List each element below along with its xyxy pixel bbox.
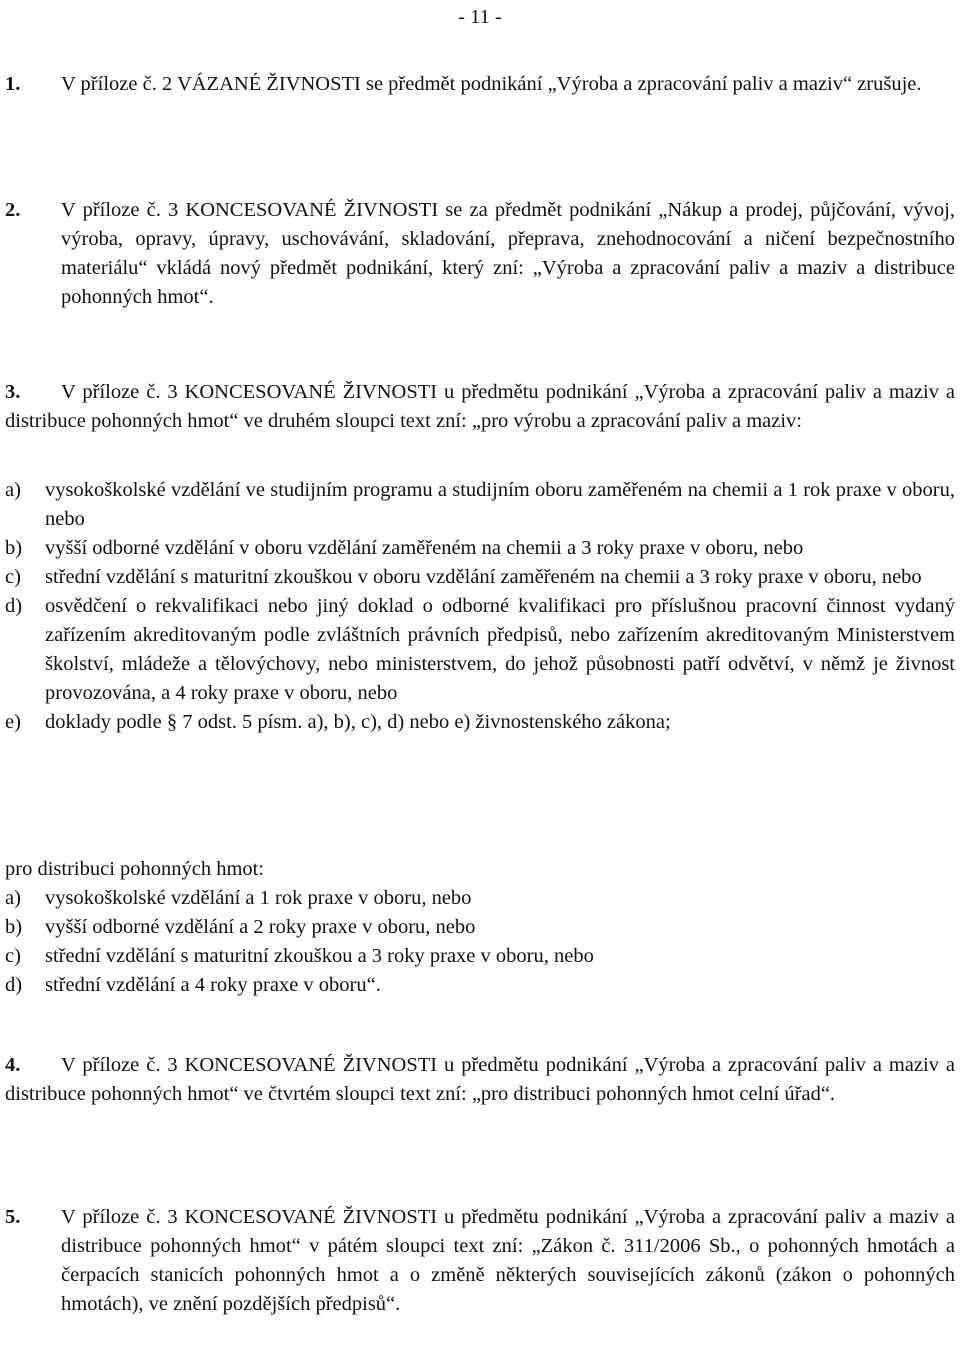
list-item xyxy=(5,563,955,592)
list-item xyxy=(5,913,955,942)
list-text: střední vzdělání a 4 roky praxe v oboru“. xyxy=(45,974,381,996)
item-number: 4. xyxy=(5,1054,21,1076)
list-item xyxy=(5,971,955,1000)
list-item xyxy=(5,942,955,971)
production-qualification-list xyxy=(5,476,955,737)
list-letter: b) xyxy=(5,916,23,938)
item-text: V příloze č. 2 VÁZANÉ ŽIVNOSTI se předmět podnikání „Výroba a zpracování paliv a maziv“ zrušuje. xyxy=(61,73,922,95)
list-letter: b) xyxy=(5,537,23,559)
amendment-item-2 xyxy=(5,196,955,312)
list-item xyxy=(5,884,955,913)
list-letter: c) xyxy=(5,566,21,588)
list-text: střední vzdělání s maturitní zkouškou a 3 roky praxe v oboru, nebo xyxy=(45,945,594,967)
list-text: vysokoškolské vzdělání a 1 rok praxe v oboru, nebo xyxy=(45,887,472,909)
list-letter: c) xyxy=(5,945,21,967)
list-text: doklady podle § 7 odst. 5 písm. a), b), c), d) nebo e) živnostenského zákona; xyxy=(45,711,671,733)
list-item xyxy=(5,534,955,563)
list-text: vysokoškolské vzdělání ve studijním programu a studijním oboru zaměřeném na chemii a 1 rok praxe v oboru, nebo xyxy=(45,479,955,530)
list-text: osvědčení o rekvalifikaci nebo jiný doklad o odborné kvalifikaci pro příslušnou pracovní činnost vydaný zařízením akreditovaným podle zvláštních právních předpisů, nebo zařízením akreditovaným Ministerstvem školství, mládeže a tělovýchovy, nebo ministerstvem, do jehož působnosti patří odvětví, v němž je živnost provozována, a 4 roky praxe v oboru, nebo xyxy=(45,595,955,704)
amendment-item-4 xyxy=(5,1051,955,1109)
item-number: 2. xyxy=(5,199,21,221)
item-text: V příloze č. 3 KONCESOVANÉ ŽIVNOSTI u předmětu podnikání „Výroba a zpracování paliv a maziv a distribuce pohonných hmot“ ve druhém sloupci text zní: „pro výrobu a zpracování paliv a maziv: xyxy=(5,381,955,432)
distribution-heading: pro distribuci pohonných hmot: xyxy=(5,858,265,880)
list-letter: a) xyxy=(5,887,21,909)
item-text: V příloze č. 3 KONCESOVANÉ ŽIVNOSTI u předmětu podnikání „Výroba a zpracování paliv a maziv a distribuce pohonných hmot“ v pátém sloupci text zní: „Zákon č. 311/2006 Sb., o pohonných hmotách a čerpacích stanicích pohonných hmot a o změně některých souvisejících zákonů (zákon o pohonných hmotách), ve znění pozdějších předpisů“. xyxy=(61,1206,955,1315)
item-number: 1. xyxy=(5,73,21,95)
list-text: vyšší odborné vzdělání a 2 roky praxe v oboru, nebo xyxy=(45,916,476,938)
item-number: 3. xyxy=(5,381,21,403)
distribution-qualification-list xyxy=(5,884,955,1000)
amendment-item-5 xyxy=(5,1203,955,1319)
item-number: 5. xyxy=(5,1206,21,1228)
list-item xyxy=(5,476,955,534)
list-letter: d) xyxy=(5,595,23,617)
list-text: vyšší odborné vzdělání v oboru vzdělání zaměřeném na chemii a 3 roky praxe v oboru, nebo xyxy=(45,537,804,559)
list-text: střední vzdělání s maturitní zkouškou v oboru vzdělání zaměřeném na chemii a 3 roky praxe v oboru, nebo xyxy=(45,566,922,588)
list-letter: a) xyxy=(5,479,21,501)
page-number: - 11 - xyxy=(458,6,502,28)
amendment-item-1 xyxy=(5,70,955,99)
list-letter: d) xyxy=(5,974,23,996)
list-item xyxy=(5,708,955,737)
item-text: V příloze č. 3 KONCESOVANÉ ŽIVNOSTI se za předmět podnikání „Nákup a prodej, půjčování, vývoj, výroba, opravy, úpravy, uschovávání, skladování, přeprava, znehodnocování a ničení bezpečnostního materiálu“ vkládá nový předmět podnikání, který zní: „Výroba a zpracování paliv a maziv a distribuce pohonných hmot“. xyxy=(61,199,955,308)
item-text: V příloze č. 3 KONCESOVANÉ ŽIVNOSTI u předmětu podnikání „Výroba a zpracování paliv a maziv a distribuce pohonných hmot“ ve čtvrtém sloupci text zní: „pro distribuci pohonných hmot celní úřad“. xyxy=(5,1054,955,1105)
amendment-item-3 xyxy=(5,378,955,436)
list-letter: e) xyxy=(5,711,21,733)
list-item xyxy=(5,592,955,708)
